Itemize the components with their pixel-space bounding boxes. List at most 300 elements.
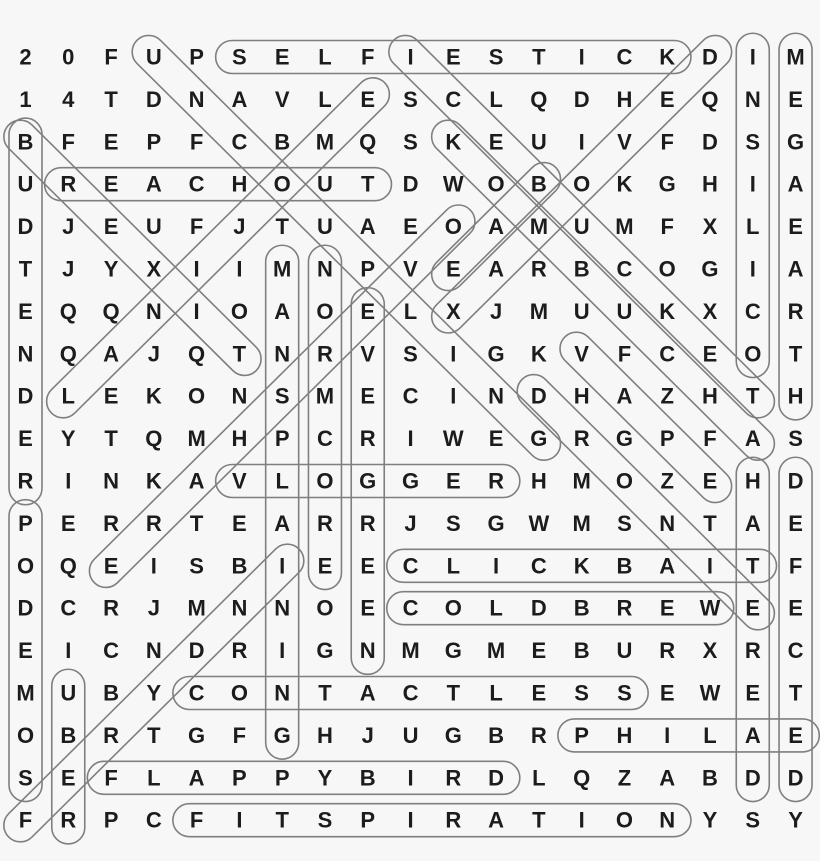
grid-letter[interactable]: U [616, 638, 633, 664]
grid-letter[interactable]: N [659, 510, 676, 536]
grid-letter[interactable]: I [749, 44, 756, 70]
grid-letter[interactable]: A [787, 256, 804, 282]
grid-letter[interactable]: Z [660, 383, 674, 409]
grid-letter[interactable]: S [488, 44, 504, 70]
grid-letter[interactable]: X [702, 638, 718, 664]
grid-letter[interactable]: P [274, 765, 290, 791]
grid-letter[interactable]: T [746, 383, 760, 409]
grid-letter[interactable]: R [145, 510, 162, 536]
grid-letter[interactable]: B [359, 765, 376, 791]
grid-letter[interactable]: J [489, 298, 503, 324]
grid-letter[interactable]: D [17, 595, 34, 621]
grid-letter[interactable]: W [528, 510, 550, 536]
grid-letter[interactable]: S [232, 44, 247, 70]
grid-letter[interactable]: M [786, 44, 805, 70]
grid-letter[interactable]: D [744, 765, 761, 791]
grid-letter[interactable]: I [578, 807, 585, 833]
grid-letter[interactable]: T [189, 510, 204, 536]
grid-letter[interactable]: C [402, 680, 419, 706]
grid-letter[interactable]: E [659, 86, 675, 112]
grid-letter[interactable]: O [230, 680, 248, 706]
grid-letter[interactable]: Y [317, 765, 333, 791]
grid-letter[interactable]: J [62, 214, 75, 240]
grid-letter[interactable]: C [145, 807, 162, 833]
grid-letter[interactable]: G [188, 722, 206, 748]
grid-letter[interactable]: A [659, 765, 676, 791]
grid-letter[interactable]: D [530, 595, 547, 621]
grid-letter[interactable]: D [17, 383, 34, 409]
grid-letter[interactable]: R [231, 638, 248, 664]
grid-letter[interactable]: S [189, 553, 204, 579]
grid-letter[interactable]: S [403, 86, 418, 112]
grid-letter[interactable]: G [487, 341, 505, 367]
grid-letter[interactable]: M [615, 214, 634, 240]
grid-letter[interactable]: E [60, 765, 76, 791]
grid-letter[interactable]: L [403, 298, 418, 324]
grid-letter[interactable]: L [147, 765, 161, 791]
grid-letter[interactable]: G [273, 722, 291, 748]
grid-letter[interactable]: X [702, 214, 718, 240]
grid-letter[interactable]: E [103, 171, 119, 197]
grid-letter[interactable]: D [787, 468, 804, 494]
grid-letter[interactable]: H [530, 468, 547, 494]
grid-letter[interactable]: R [103, 510, 120, 536]
grid-letter[interactable]: F [104, 765, 118, 791]
grid-letter[interactable]: E [403, 214, 418, 240]
grid-letter[interactable]: H [616, 86, 633, 112]
grid-letter[interactable]: S [617, 510, 632, 536]
grid-letter[interactable]: E [788, 722, 803, 748]
grid-letter[interactable]: C [402, 383, 419, 409]
grid-letter[interactable]: F [703, 426, 717, 452]
grid-letter[interactable]: K [445, 129, 462, 155]
grid-letter[interactable]: G [359, 468, 377, 494]
grid-letter[interactable]: R [60, 807, 77, 833]
grid-letter[interactable]: T [275, 807, 289, 833]
grid-letter[interactable]: D [17, 214, 34, 240]
grid-letter[interactable]: C [787, 638, 804, 664]
grid-letter[interactable]: O [487, 171, 505, 197]
grid-letter[interactable]: D [188, 638, 205, 664]
grid-letter[interactable]: B [103, 680, 120, 706]
grid-letter[interactable]: F [189, 214, 204, 240]
grid-letter[interactable]: T [532, 44, 546, 70]
grid-letter[interactable]: K [616, 171, 633, 197]
grid-letter[interactable]: M [401, 638, 420, 664]
grid-letter[interactable]: P [574, 722, 589, 748]
grid-letter[interactable]: O [658, 256, 676, 282]
grid-letter[interactable]: O [615, 807, 633, 833]
grid-letter[interactable]: 2 [19, 44, 32, 70]
grid-letter[interactable]: T [788, 680, 803, 706]
grid-letter[interactable]: V [574, 341, 589, 367]
grid-letter[interactable]: Q [102, 298, 120, 324]
grid-letter[interactable]: K [530, 341, 547, 367]
grid-letter[interactable]: O [316, 595, 334, 621]
grid-letter[interactable]: S [745, 129, 761, 155]
grid-letter[interactable]: 0 [62, 44, 75, 70]
grid-letter[interactable]: E [445, 468, 461, 494]
grid-letter[interactable]: Y [103, 256, 119, 282]
grid-letter[interactable]: I [407, 44, 414, 70]
grid-letter[interactable]: S [617, 680, 632, 706]
grid-letter[interactable]: M [486, 638, 506, 664]
grid-letter[interactable]: L [275, 468, 289, 494]
grid-letter[interactable]: O [444, 214, 462, 240]
grid-letter[interactable]: G [786, 129, 805, 155]
grid-letter[interactable]: G [530, 426, 548, 452]
grid-letter[interactable]: H [787, 383, 804, 409]
grid-letter[interactable]: E [103, 383, 119, 409]
grid-letter[interactable]: O [615, 468, 633, 494]
grid-letter[interactable]: L [532, 765, 546, 791]
grid-letter[interactable]: L [703, 722, 717, 748]
grid-letter[interactable]: C [616, 256, 633, 282]
grid-letter[interactable]: E [360, 86, 376, 112]
grid-letter[interactable]: Q [530, 86, 548, 112]
grid-letter[interactable]: A [744, 510, 761, 536]
grid-letter[interactable]: R [530, 256, 547, 282]
grid-letter[interactable]: I [236, 807, 243, 833]
grid-letter[interactable]: G [701, 256, 719, 282]
grid-letter[interactable]: W [442, 426, 464, 452]
grid-letter[interactable]: E [659, 680, 675, 706]
grid-letter[interactable]: D [702, 129, 718, 155]
grid-letter[interactable]: B [573, 256, 590, 282]
grid-letter[interactable]: D [530, 383, 547, 409]
grid-letter[interactable]: Q [188, 341, 206, 367]
grid-letter[interactable]: Z [660, 468, 674, 494]
grid-letter[interactable]: R [359, 426, 376, 452]
grid-letter[interactable]: I [407, 765, 414, 791]
grid-letter[interactable]: T [18, 256, 33, 282]
grid-letter[interactable]: C [231, 129, 248, 155]
grid-letter[interactable]: L [746, 214, 760, 240]
grid-letter[interactable]: H [231, 426, 248, 452]
grid-letter[interactable]: U [530, 129, 547, 155]
grid-letter[interactable]: N [17, 341, 34, 367]
grid-letter[interactable]: I [450, 341, 457, 367]
grid-letter[interactable]: M [529, 214, 549, 240]
grid-letter[interactable]: N [103, 468, 120, 494]
grid-letter[interactable]: Q [145, 426, 163, 452]
grid-letter[interactable]: D [488, 765, 505, 791]
grid-letter[interactable]: A [359, 214, 376, 240]
grid-letter[interactable]: U [573, 214, 590, 240]
grid-letter[interactable]: S [317, 807, 333, 833]
grid-letter[interactable]: L [446, 553, 461, 579]
grid-letter[interactable]: M [273, 256, 292, 282]
grid-letter[interactable]: B [488, 722, 505, 748]
grid-letter[interactable]: Q [59, 341, 77, 367]
grid-letter[interactable]: N [188, 86, 205, 112]
grid-letter[interactable]: N [488, 383, 505, 409]
grid-letter[interactable]: E [702, 341, 718, 367]
grid-letter[interactable]: S [403, 341, 418, 367]
grid-letter[interactable]: B [274, 129, 291, 155]
grid-letter[interactable]: C [616, 44, 633, 70]
grid-letter[interactable]: X [702, 298, 718, 324]
grid-letter[interactable]: T [361, 171, 375, 197]
grid-letter[interactable]: K [145, 468, 162, 494]
grid-letter[interactable]: E [531, 638, 547, 664]
grid-letter[interactable]: A [744, 722, 761, 748]
grid-letter[interactable]: R [659, 638, 676, 664]
grid-letter[interactable]: V [232, 468, 247, 494]
grid-letter[interactable]: R [103, 595, 120, 621]
grid-letter[interactable]: E [745, 595, 761, 621]
grid-letter[interactable]: R [317, 510, 333, 536]
grid-letter[interactable]: H [573, 383, 590, 409]
grid-letter[interactable]: F [61, 129, 76, 155]
grid-letter[interactable]: T [532, 807, 546, 833]
grid-letter[interactable]: E [18, 426, 33, 452]
grid-letter[interactable]: 1 [19, 86, 32, 112]
grid-letter[interactable]: V [274, 86, 290, 112]
grid-letter[interactable]: L [489, 680, 503, 706]
grid-letter[interactable]: I [407, 807, 414, 833]
grid-letter[interactable]: M [572, 510, 591, 536]
grid-letter[interactable]: I [749, 256, 756, 282]
grid-letter[interactable]: C [317, 426, 333, 452]
grid-letter[interactable]: J [361, 722, 374, 748]
grid-letter[interactable]: E [360, 595, 376, 621]
grid-letter[interactable]: H [702, 383, 718, 409]
grid-letter[interactable]: U [317, 171, 333, 197]
grid-letter[interactable]: E [788, 86, 803, 112]
grid-letter[interactable]: N [744, 86, 761, 112]
grid-letter[interactable]: T [232, 341, 247, 367]
grid-letter[interactable]: I [450, 383, 457, 409]
grid-letter[interactable]: P [274, 426, 290, 452]
grid-letter[interactable]: E [445, 44, 461, 70]
grid-letter[interactable]: I [407, 426, 414, 452]
grid-letter[interactable]: U [317, 214, 333, 240]
grid-letter[interactable]: Q [701, 86, 719, 112]
grid-letter[interactable]: O [230, 298, 248, 324]
grid-letter[interactable]: V [403, 256, 418, 282]
grid-letter[interactable]: N [317, 256, 333, 282]
grid-letter[interactable]: Q [573, 765, 591, 791]
grid-letter[interactable]: O [16, 553, 35, 579]
grid-letter[interactable]: Y [702, 807, 718, 833]
grid-letter[interactable]: B [231, 553, 248, 579]
grid-letter[interactable]: S [788, 426, 803, 452]
grid-letter[interactable]: P [189, 44, 204, 70]
grid-letter[interactable]: G [316, 638, 334, 664]
grid-letter[interactable]: R [744, 638, 761, 664]
grid-letter[interactable]: S [18, 765, 33, 791]
grid-letter[interactable]: R [488, 468, 505, 494]
grid-letter[interactable]: R [445, 807, 462, 833]
grid-letter[interactable]: A [145, 171, 162, 197]
grid-letter[interactable]: N [231, 595, 248, 621]
grid-letter[interactable]: O [444, 595, 462, 621]
grid-letter[interactable]: H [744, 468, 761, 494]
grid-letter[interactable]: G [487, 510, 505, 536]
grid-letter[interactable]: N [274, 680, 291, 706]
grid-letter[interactable]: E [103, 214, 119, 240]
grid-letter[interactable]: E [788, 595, 803, 621]
grid-letter[interactable]: S [403, 129, 418, 155]
grid-letter[interactable]: T [746, 553, 760, 579]
grid-letter[interactable]: W [699, 680, 721, 706]
grid-letter[interactable]: R [445, 765, 462, 791]
grid-letter[interactable]: H [231, 171, 248, 197]
grid-letter[interactable]: X [146, 256, 162, 282]
grid-letter[interactable]: E [702, 468, 718, 494]
grid-letter[interactable]: N [274, 341, 291, 367]
grid-letter[interactable]: F [660, 214, 674, 240]
grid-letter[interactable]: P [360, 807, 376, 833]
grid-letter[interactable]: A [274, 510, 291, 536]
grid-letter[interactable]: U [616, 298, 633, 324]
grid-letter[interactable]: S [745, 807, 761, 833]
grid-letter[interactable]: B [530, 171, 547, 197]
grid-letter[interactable]: I [706, 553, 714, 579]
grid-letter[interactable]: I [193, 256, 200, 282]
grid-letter[interactable]: C [103, 638, 120, 664]
grid-letter[interactable]: E [659, 595, 675, 621]
grid-letter[interactable]: I [578, 44, 585, 70]
grid-letter[interactable]: C [402, 553, 419, 579]
grid-letter[interactable]: E [274, 44, 290, 70]
grid-letter[interactable]: O [744, 341, 762, 367]
grid-letter[interactable]: J [404, 510, 417, 536]
grid-letter[interactable]: R [616, 595, 633, 621]
grid-letter[interactable]: F [104, 44, 118, 70]
grid-letter[interactable]: W [442, 171, 464, 197]
grid-letter[interactable]: V [617, 129, 632, 155]
grid-letter[interactable]: I [193, 298, 200, 324]
grid-letter[interactable]: A [488, 256, 505, 282]
grid-letter[interactable]: R [60, 171, 77, 197]
grid-letter[interactable]: T [275, 214, 289, 240]
grid-letter[interactable]: R [17, 468, 34, 494]
grid-letter[interactable]: P [360, 256, 376, 282]
grid-letter[interactable]: C [530, 553, 547, 579]
grid-letter[interactable]: A [188, 765, 205, 791]
grid-letter[interactable]: A [274, 298, 291, 324]
grid-letter[interactable]: E [18, 298, 33, 324]
grid-letter[interactable]: I [150, 553, 157, 579]
grid-letter[interactable]: D [702, 44, 718, 70]
grid-letter[interactable]: R [530, 722, 547, 748]
grid-letter[interactable]: C [188, 171, 205, 197]
grid-letter[interactable]: X [445, 298, 461, 324]
grid-letter[interactable]: F [189, 129, 204, 155]
grid-letter[interactable]: I [65, 638, 72, 664]
grid-letter[interactable]: G [444, 638, 462, 664]
grid-letter[interactable]: N [231, 383, 248, 409]
grid-letter[interactable]: L [61, 383, 76, 409]
grid-letter[interactable]: E [360, 553, 376, 579]
grid-letter[interactable]: T [318, 680, 332, 706]
grid-letter[interactable]: E [745, 680, 761, 706]
grid-letter[interactable]: U [573, 298, 590, 324]
grid-letter[interactable]: B [616, 553, 633, 579]
grid-letter[interactable]: C [659, 341, 676, 367]
grid-letter[interactable]: M [187, 426, 206, 452]
grid-letter[interactable]: E [232, 510, 247, 536]
grid-letter[interactable]: A [616, 383, 633, 409]
grid-letter[interactable]: L [489, 86, 503, 112]
grid-letter[interactable]: 4 [62, 86, 75, 112]
grid-letter[interactable]: H [616, 722, 633, 748]
grid-letter[interactable]: R [103, 722, 120, 748]
grid-letter[interactable]: R [787, 298, 804, 324]
grid-letter[interactable]: T [703, 510, 717, 536]
grid-letter[interactable]: M [16, 680, 35, 706]
grid-letter[interactable]: B [573, 638, 590, 664]
grid-letter[interactable]: D [573, 86, 590, 112]
grid-letter[interactable]: F [232, 722, 247, 748]
grid-letter[interactable]: G [401, 468, 420, 494]
grid-letter[interactable]: S [445, 510, 461, 536]
grid-letter[interactable]: O [573, 171, 591, 197]
grid-letter[interactable]: D [787, 765, 804, 791]
grid-letter[interactable]: K [659, 44, 676, 70]
grid-letter[interactable]: B [702, 765, 718, 791]
grid-letter[interactable]: E [488, 426, 504, 452]
grid-letter[interactable]: K [145, 383, 162, 409]
grid-letter[interactable]: C [188, 680, 205, 706]
grid-letter[interactable]: B [573, 595, 590, 621]
grid-letter[interactable]: E [788, 510, 803, 536]
grid-letter[interactable]: U [145, 44, 162, 70]
grid-letter[interactable]: Q [59, 298, 77, 324]
grid-letter[interactable]: T [788, 341, 803, 367]
grid-letter[interactable]: M [315, 129, 335, 155]
grid-letter[interactable]: G [615, 426, 633, 452]
grid-letter[interactable]: D [145, 86, 162, 112]
grid-letter[interactable]: O [316, 468, 334, 494]
grid-letter[interactable]: M [572, 468, 591, 494]
grid-letter[interactable]: K [659, 298, 676, 324]
grid-letter[interactable]: M [187, 595, 206, 621]
grid-letter[interactable]: D [402, 171, 419, 197]
grid-letter[interactable]: E [360, 383, 376, 409]
grid-letter[interactable]: F [18, 807, 33, 833]
grid-letter[interactable]: N [359, 638, 376, 664]
grid-letter[interactable]: I [279, 638, 286, 664]
grid-letter[interactable]: A [231, 86, 248, 112]
grid-letter[interactable]: S [574, 680, 589, 706]
grid-letter[interactable]: Y [146, 680, 162, 706]
grid-letter[interactable]: S [274, 383, 290, 409]
grid-letter[interactable]: J [62, 256, 75, 282]
grid-letter[interactable]: A [188, 468, 205, 494]
grid-letter[interactable]: A [488, 214, 505, 240]
grid-letter[interactable]: E [360, 298, 376, 324]
grid-letter[interactable]: J [233, 214, 246, 240]
grid-letter[interactable]: K [573, 553, 590, 579]
grid-letter[interactable]: U [17, 171, 34, 197]
grid-letter[interactable]: A [359, 680, 376, 706]
grid-letter[interactable]: M [315, 383, 335, 409]
grid-letter[interactable]: J [147, 341, 160, 367]
grid-letter[interactable]: Q [59, 553, 77, 579]
grid-letter[interactable]: H [702, 171, 718, 197]
grid-letter[interactable]: U [145, 214, 162, 240]
grid-letter[interactable]: E [18, 638, 33, 664]
grid-letter[interactable]: F [617, 341, 632, 367]
grid-letter[interactable]: C [402, 595, 419, 621]
grid-letter[interactable]: P [18, 510, 33, 536]
grid-letter[interactable]: G [444, 722, 462, 748]
grid-letter[interactable]: E [788, 214, 803, 240]
grid-letter[interactable]: R [317, 341, 333, 367]
